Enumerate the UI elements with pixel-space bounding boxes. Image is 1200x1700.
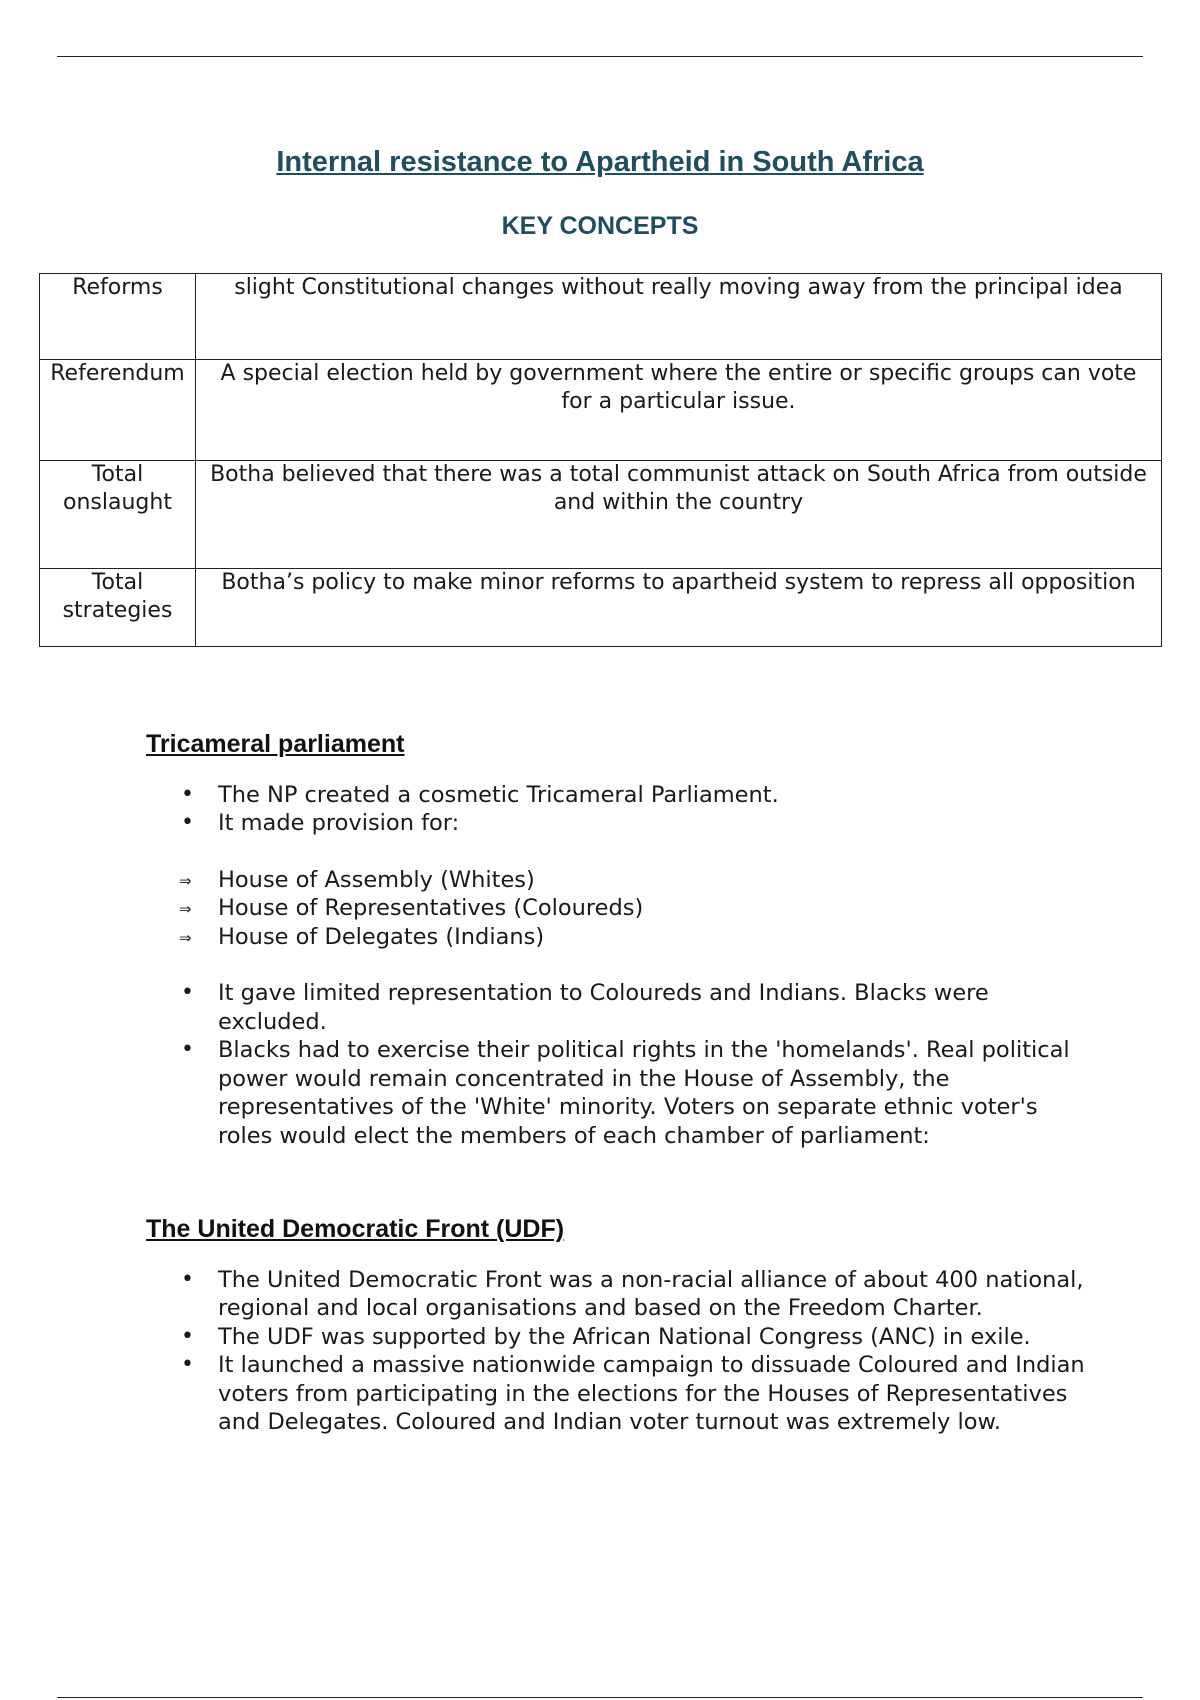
tricameral-section [146, 730, 1096, 1150]
list-item: ⇒ House of Representatives (Coloureds) [146, 894, 1096, 923]
udf-heading: The United Democratic Front (UDF) [146, 1215, 565, 1243]
bottom-rule [57, 1697, 1143, 1698]
udf-section [146, 1215, 1096, 1437]
concept-term: Total strategies [40, 569, 196, 647]
tricameral-bullets-a [146, 781, 1096, 838]
bullet-dot-icon: • [181, 980, 194, 1005]
list-item: • It made provision for: [181, 810, 460, 836]
list-item: • The NP created a cosmetic Tricameral Parliament. [181, 781, 779, 808]
bullet-dot-icon: • [181, 1323, 194, 1349]
table-row [40, 569, 1162, 647]
concept-definition: Botha believed that there was a total communist attack on South Africa from outside and within the country [196, 461, 1162, 569]
houses-list [146, 866, 1096, 952]
bullet-dot-icon: • [181, 1037, 194, 1062]
concept-term: Reforms [40, 274, 196, 360]
key-concepts-heading: KEY CONCEPTS [501, 212, 699, 240]
double-arrow-icon: ⇒ [179, 871, 192, 890]
bullet-dot-icon: • [181, 1352, 194, 1377]
concept-definition: A special election held by government where the entire or specific groups can vote for a particular issue. [196, 360, 1162, 461]
concept-term: Total onslaught [40, 461, 196, 569]
concept-definition: slight Constitutional changes without really moving away from the principal idea [196, 274, 1162, 360]
tricameral-bullets-b [146, 979, 1096, 1150]
concept-definition: Botha’s policy to make minor reforms to apartheid system to repress all opposition [196, 569, 1162, 647]
list-item: • The UDF was supported by the African National Congress (ANC) in exile. [181, 1323, 1031, 1350]
table-row [40, 461, 1162, 569]
document-title: Internal resistance to Apartheid in South Africa [276, 146, 924, 178]
key-concepts-table [39, 273, 1162, 647]
list-item: • The United Democratic Front was a non-racial alliance of about 400 national, regional and local organisations and based on the Freedom Charter. [181, 1266, 1084, 1321]
table-row [40, 274, 1162, 360]
concept-term: Referendum [40, 360, 196, 461]
udf-bullets [146, 1266, 1096, 1437]
bullet-dot-icon: • [181, 781, 194, 807]
top-rule [57, 56, 1143, 57]
list-item: • Blacks had to exercise their political rights in the 'homelands'. Real political power would remain concentrated in the House of Assembly, the representatives of the 'White' minority. Voters on separate ethnic voter's roles would elect the members of each chamber of parliament: [181, 1037, 1070, 1149]
tricameral-heading: Tricameral parliament [146, 730, 405, 758]
list-item: ⇒ House of Assembly (Whites) [146, 866, 1096, 895]
list-item: • It launched a massive nationwide campaign to dissuade Coloured and Indian voters from participating in the elections for the Houses of Representatives and Delegates. Coloured and Indian voter turnout was extremely low. [181, 1352, 1085, 1435]
double-arrow-icon: ⇒ [179, 900, 192, 918]
double-arrow-icon: ⇒ [179, 928, 192, 947]
list-item: • It gave limited representation to Coloureds and Indians. Blacks were excluded. [181, 980, 989, 1035]
list-item: ⇒ House of Delegates (Indians) [146, 923, 1096, 952]
bullet-dot-icon: • [181, 810, 194, 835]
bullet-dot-icon: • [181, 1266, 194, 1292]
table-row [40, 360, 1162, 461]
